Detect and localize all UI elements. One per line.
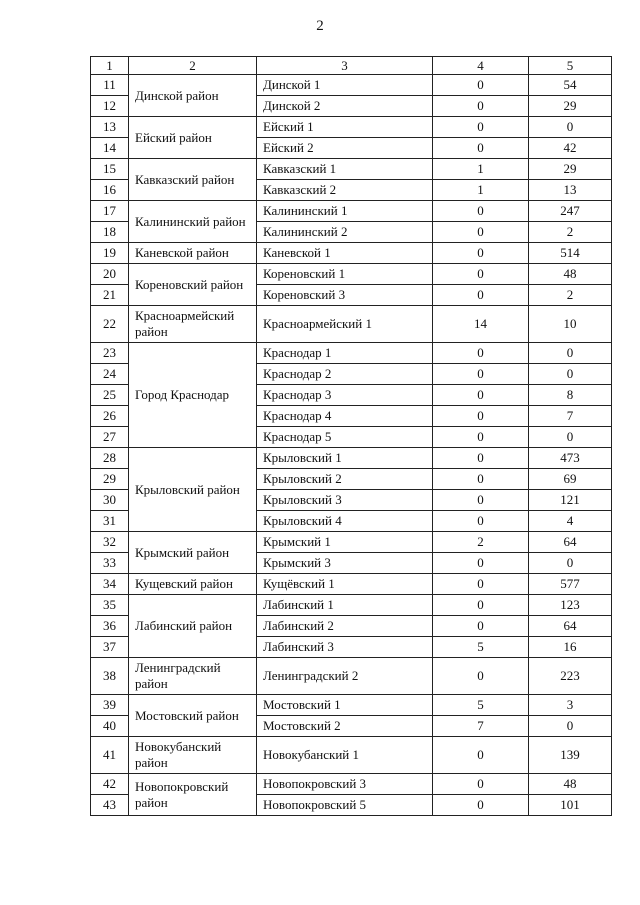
point-name: Краснодар 2 — [257, 364, 433, 385]
point-name: Крымский 3 — [257, 553, 433, 574]
value-col-4: 0 — [433, 595, 529, 616]
table-row — [91, 159, 612, 180]
point-name: Кавказский 2 — [257, 180, 433, 201]
value-col-4: 7 — [433, 716, 529, 737]
value-col-5: 473 — [529, 448, 612, 469]
row-number: 16 — [91, 180, 129, 201]
table-row — [91, 448, 612, 469]
value-col-4: 0 — [433, 427, 529, 448]
point-name: Каневской 1 — [257, 243, 433, 264]
row-number: 19 — [91, 243, 129, 264]
district-name: Кореновский район — [129, 264, 257, 306]
point-name: Динской 1 — [257, 75, 433, 96]
table-row — [91, 695, 612, 716]
value-col-4: 0 — [433, 448, 529, 469]
district-name: Город Краснодар — [129, 343, 257, 448]
district-name: Кавказский район — [129, 159, 257, 201]
point-name: Динской 2 — [257, 96, 433, 117]
district-name: Крымский район — [129, 532, 257, 574]
value-col-4: 0 — [433, 343, 529, 364]
value-col-5: 64 — [529, 616, 612, 637]
value-col-4: 0 — [433, 138, 529, 159]
point-name: Калининский 2 — [257, 222, 433, 243]
value-col-5: 0 — [529, 716, 612, 737]
value-col-4: 0 — [433, 574, 529, 595]
header-col-5: 5 — [529, 57, 612, 75]
table-row — [91, 343, 612, 364]
point-name: Краснодар 5 — [257, 427, 433, 448]
value-col-4: 1 — [433, 180, 529, 201]
row-number: 35 — [91, 595, 129, 616]
value-col-5: 54 — [529, 75, 612, 96]
row-number: 31 — [91, 511, 129, 532]
value-col-4: 0 — [433, 406, 529, 427]
table-row — [91, 532, 612, 553]
value-col-5: 514 — [529, 243, 612, 264]
point-name: Краснодар 1 — [257, 343, 433, 364]
page-number: 2 — [316, 18, 324, 34]
point-name: Краснодар 4 — [257, 406, 433, 427]
table-row — [91, 737, 612, 774]
row-number: 21 — [91, 285, 129, 306]
header-col-1: 1 — [91, 57, 129, 75]
value-col-4: 0 — [433, 616, 529, 637]
table-row — [91, 774, 612, 795]
header-row — [91, 57, 612, 75]
district-name: Ленинградский район — [129, 658, 257, 695]
table-row — [91, 117, 612, 138]
row-number: 17 — [91, 201, 129, 222]
value-col-5: 29 — [529, 96, 612, 117]
value-col-5: 0 — [529, 364, 612, 385]
header-col-4: 4 — [433, 57, 529, 75]
district-name: Ейский район — [129, 117, 257, 159]
district-name: Лабинский район — [129, 595, 257, 658]
value-col-5: 0 — [529, 427, 612, 448]
value-col-4: 0 — [433, 385, 529, 406]
point-name: Крыловский 2 — [257, 469, 433, 490]
row-number: 28 — [91, 448, 129, 469]
value-col-4: 14 — [433, 306, 529, 343]
row-number: 33 — [91, 553, 129, 574]
point-name: Кореновский 1 — [257, 264, 433, 285]
value-col-5: 64 — [529, 532, 612, 553]
point-name: Лабинский 3 — [257, 637, 433, 658]
value-col-5: 121 — [529, 490, 612, 511]
point-name: Лабинский 1 — [257, 595, 433, 616]
value-col-5: 0 — [529, 553, 612, 574]
table-row — [91, 75, 612, 96]
row-number: 32 — [91, 532, 129, 553]
data-table — [90, 56, 612, 816]
district-name: Новокубанский район — [129, 737, 257, 774]
point-name: Ленинградский 2 — [257, 658, 433, 695]
point-name: Лабинский 2 — [257, 616, 433, 637]
value-col-5: 7 — [529, 406, 612, 427]
point-name: Красноармейский 1 — [257, 306, 433, 343]
value-col-4: 1 — [433, 159, 529, 180]
value-col-5: 247 — [529, 201, 612, 222]
value-col-5: 0 — [529, 117, 612, 138]
row-number: 29 — [91, 469, 129, 490]
value-col-5: 8 — [529, 385, 612, 406]
value-col-4: 0 — [433, 243, 529, 264]
value-col-4: 0 — [433, 364, 529, 385]
value-col-5: 13 — [529, 180, 612, 201]
value-col-5: 3 — [529, 695, 612, 716]
row-number: 40 — [91, 716, 129, 737]
table-row — [91, 264, 612, 285]
value-col-4: 0 — [433, 737, 529, 774]
value-col-5: 577 — [529, 574, 612, 595]
value-col-5: 4 — [529, 511, 612, 532]
point-name: Калининский 1 — [257, 201, 433, 222]
table-row — [91, 574, 612, 595]
district-name: Мостовский район — [129, 695, 257, 737]
row-number: 26 — [91, 406, 129, 427]
value-col-4: 0 — [433, 264, 529, 285]
row-number: 11 — [91, 75, 129, 96]
row-number: 23 — [91, 343, 129, 364]
value-col-5: 123 — [529, 595, 612, 616]
value-col-4: 0 — [433, 117, 529, 138]
table-row — [91, 243, 612, 264]
point-name: Кавказский 1 — [257, 159, 433, 180]
point-name: Крымский 1 — [257, 532, 433, 553]
value-col-4: 0 — [433, 75, 529, 96]
point-name: Новопокровский 3 — [257, 774, 433, 795]
point-name: Кущёвский 1 — [257, 574, 433, 595]
row-number: 38 — [91, 658, 129, 695]
value-col-4: 0 — [433, 222, 529, 243]
point-name: Краснодар 3 — [257, 385, 433, 406]
row-number: 25 — [91, 385, 129, 406]
row-number: 15 — [91, 159, 129, 180]
value-col-5: 16 — [529, 637, 612, 658]
point-name: Ейский 1 — [257, 117, 433, 138]
point-name: Кореновский 3 — [257, 285, 433, 306]
value-col-4: 0 — [433, 511, 529, 532]
district-name: Кущевский район — [129, 574, 257, 595]
value-col-5: 101 — [529, 795, 612, 816]
table-row — [91, 658, 612, 695]
row-number: 30 — [91, 490, 129, 511]
row-number: 43 — [91, 795, 129, 816]
value-col-4: 0 — [433, 795, 529, 816]
point-name: Новопокровский 5 — [257, 795, 433, 816]
header-col-3: 3 — [257, 57, 433, 75]
value-col-4: 0 — [433, 201, 529, 222]
row-number: 24 — [91, 364, 129, 385]
point-name: Мостовский 2 — [257, 716, 433, 737]
row-number: 20 — [91, 264, 129, 285]
point-name: Новокубанский 1 — [257, 737, 433, 774]
value-col-4: 2 — [433, 532, 529, 553]
value-col-4: 5 — [433, 637, 529, 658]
value-col-4: 0 — [433, 490, 529, 511]
value-col-4: 0 — [433, 285, 529, 306]
district-name: Красноармейский район — [129, 306, 257, 343]
point-name: Ейский 2 — [257, 138, 433, 159]
district-name: Динской район — [129, 75, 257, 117]
point-name: Крыловский 1 — [257, 448, 433, 469]
value-col-5: 0 — [529, 343, 612, 364]
row-number: 12 — [91, 96, 129, 117]
header-col-2: 2 — [129, 57, 257, 75]
row-number: 14 — [91, 138, 129, 159]
row-number: 34 — [91, 574, 129, 595]
value-col-5: 139 — [529, 737, 612, 774]
point-name: Крыловский 3 — [257, 490, 433, 511]
value-col-5: 42 — [529, 138, 612, 159]
table-row — [91, 595, 612, 616]
value-col-5: 48 — [529, 264, 612, 285]
point-name: Мостовский 1 — [257, 695, 433, 716]
table-row — [91, 306, 612, 343]
row-number: 13 — [91, 117, 129, 138]
district-name: Калининский район — [129, 201, 257, 243]
row-number: 36 — [91, 616, 129, 637]
value-col-5: 2 — [529, 285, 612, 306]
row-number: 18 — [91, 222, 129, 243]
row-number: 37 — [91, 637, 129, 658]
point-name: Крыловский 4 — [257, 511, 433, 532]
row-number: 42 — [91, 774, 129, 795]
district-name: Новопокровский район — [129, 774, 257, 816]
value-col-5: 223 — [529, 658, 612, 695]
value-col-5: 29 — [529, 159, 612, 180]
row-number: 22 — [91, 306, 129, 343]
row-number: 39 — [91, 695, 129, 716]
value-col-4: 0 — [433, 774, 529, 795]
row-number: 27 — [91, 427, 129, 448]
value-col-4: 0 — [433, 469, 529, 490]
value-col-5: 10 — [529, 306, 612, 343]
value-col-5: 69 — [529, 469, 612, 490]
value-col-5: 2 — [529, 222, 612, 243]
district-name: Крыловский район — [129, 448, 257, 532]
value-col-4: 0 — [433, 658, 529, 695]
table-row — [91, 201, 612, 222]
row-number: 41 — [91, 737, 129, 774]
value-col-5: 48 — [529, 774, 612, 795]
value-col-4: 0 — [433, 96, 529, 117]
district-name: Каневской район — [129, 243, 257, 264]
value-col-4: 0 — [433, 553, 529, 574]
value-col-4: 5 — [433, 695, 529, 716]
